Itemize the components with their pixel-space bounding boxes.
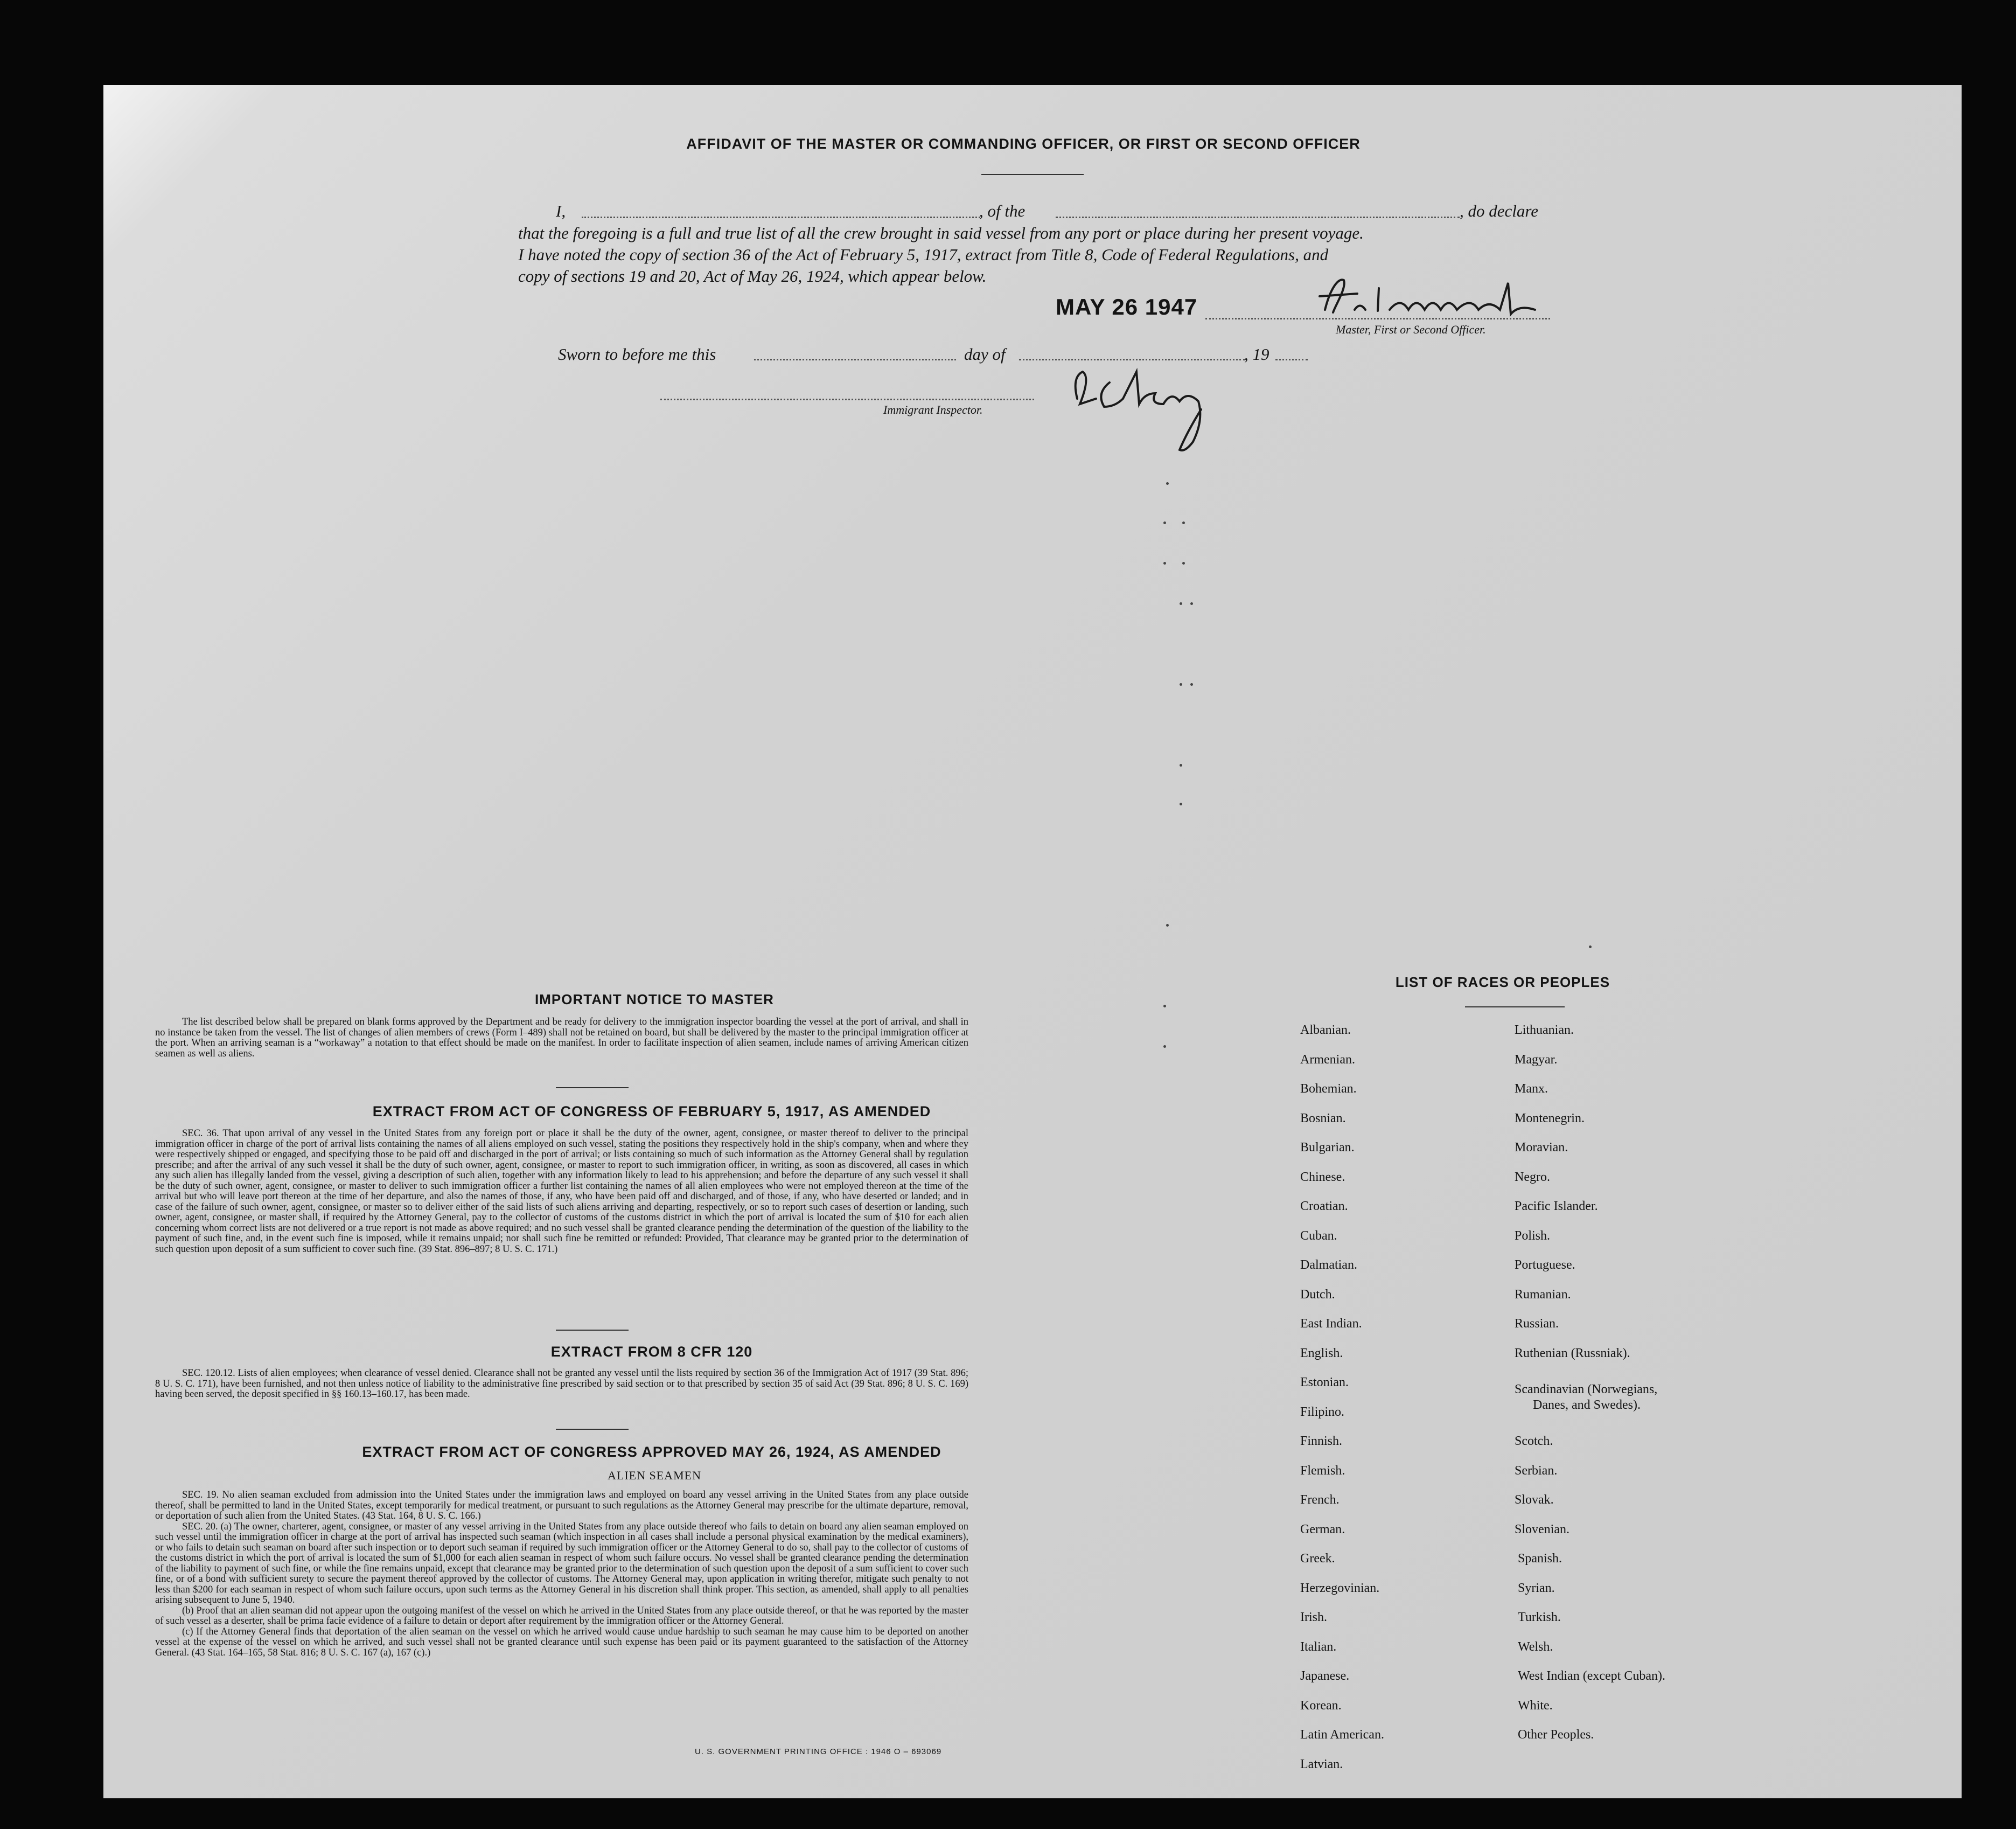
declaration-line-4: copy of sections 19 and 20, Act of May 26, 1924, which appear below. [518, 267, 987, 286]
race-right-item: Russian. [1515, 1317, 1559, 1331]
declaration-i: I, [556, 201, 566, 220]
extract-1917-paragraph: SEC. 36. That upon arrival of any vessel in the United States from any foreign port or place it shall be the duty of the owner, agent, consignee, or master thereof to deliver to the principal immigration officer in charge of the port of arrival lists containing the names of all aliens employed on such vessel, stating the positions they respectively hold in the ship's company, when and where they were respectively shipped or engaged, and specifying those to be paid off and discharged in the port of arrival; or lists containing so much of such information as the Attorney General shall by regulation prescribe; and after the arrival of any such vessel it shall be the duty of such owner, agent, consignee, or master to report to such immigration officer, in writing, as soon as discovered, all cases in which any such alien has illegally landed from the vessel, giving a description of such alien, together with any information likely to lead to his apprehension; and before the departure of any such vessel it shall be the duty of such owner, agent, consignee, or master to deliver to such immigration officer a further list containing the names of all alien employees who were not employed thereon at the time of the arrival but who will leave port thereon at the time of her departure, and also the names of those, if any, who have been paid off and discharged, and of those, if any, who have deserted or landed; and in case of the failure of such owner, agent, consignee, or master so to deliver either of the said lists of such aliens arriving and departing, respectively, or so to report such cases of desertion or landing, such owner, agent, consignee, or master shall, if required by the Attorney General, pay to the collector of customs of the customs district in which the port of arrival is located the sum of $10 for each alien concerning whom correct lists are not delivered or a true report is not made as above required; and no such vessel shall be granted clearance pending the determination of the question of the liability to the payment of such fine, and, in the event such fine is imposed, while it remains unpaid; nor shall such fine be remitted or refunded: Provided, That clearance may be granted prior to the determination of such question upon deposit of a sum sufficient to cover such fine. (39 Stat. 896–897; 8 U. S. C. 171.) [155, 1128, 968, 1255]
race-left-item: Cuban. [1300, 1229, 1337, 1243]
race-right-item: Spanish. [1518, 1552, 1562, 1566]
race-right-item: Syrian. [1518, 1581, 1555, 1595]
extract-1924-title: EXTRACT FROM ACT OF CONGRESS APPROVED MAY 26, 1924, AS AMENDED [362, 1444, 941, 1460]
race-left-item: Herzegovinian. [1300, 1581, 1380, 1595]
print-dot [1182, 562, 1185, 565]
race-right-item: Turkish. [1518, 1610, 1561, 1624]
race-left-item: Latvian. [1300, 1757, 1343, 1771]
race-right-item: Slovenian. [1515, 1522, 1569, 1536]
race-left-item: Filipino. [1300, 1405, 1345, 1419]
title-underline [981, 174, 1084, 175]
sec-20c-paragraph: (c) If the Attorney General finds that deportation of the alien seaman on the vessel on which he arrived would cause undue hardship to such seaman he may cause him to be deported on another vessel at the expense of the vessel on which he arrived, and such vessel shall not be granted clearance until such expense has been paid or its payment guaranteed to the satisfaction of the Attorney General. (43 Stat. 164–165, 58 Stat. 816; 8 U. S. C. 167 (a), 167 (c).) [155, 1626, 968, 1658]
sec-20b-paragraph: (b) Proof that an alien seaman did not appear upon the outgoing manifest of the vessel on which he arrived in the United States from any place outside thereof, or that he was reported by the master of such vessel as a deserter, shall be prima facie evidence of a failure to detain or deport after requirement by the immigration officer or the Attorney General. [155, 1605, 968, 1626]
race-right-item: Welsh. [1518, 1640, 1553, 1654]
races-title-underline [1465, 1006, 1565, 1007]
race-left-item: Armenian. [1300, 1053, 1355, 1067]
date-stamp: MAY 26 1947 [1056, 294, 1198, 319]
declaration-line-2: that the foregoing is a full and true list of all the crew brought in said vessel from any port or place during her present voyage. [518, 224, 1364, 242]
extract-cfr-title: EXTRACT FROM 8 CFR 120 [550, 1344, 753, 1360]
print-dot [1180, 683, 1182, 686]
race-left-item: Latin American. [1300, 1728, 1384, 1742]
print-dot [1190, 602, 1193, 605]
sworn-month-blank [1019, 359, 1245, 360]
print-dot [1182, 521, 1185, 524]
extract-1924-text [155, 1490, 968, 1658]
race-right-item: Manx. [1515, 1082, 1548, 1096]
inspector-signature-line [660, 399, 1034, 400]
race-left-item: French. [1300, 1493, 1340, 1507]
print-dot [1180, 764, 1182, 767]
race-left-item: Albanian. [1300, 1023, 1351, 1037]
race-right-item: West Indian (except Cuban). [1518, 1669, 1665, 1683]
sworn-day-of: day of [964, 345, 1006, 364]
race-left-item: Estonian. [1300, 1375, 1349, 1389]
extract-1917-title: EXTRACT FROM ACT OF CONGRESS OF FEBRUARY 5, 1917, AS AMENDED [372, 1103, 931, 1119]
inspector-caption: Immigrant Inspector. [883, 403, 983, 416]
print-dot [1163, 521, 1166, 524]
print-dot [1166, 924, 1169, 927]
notice-text [155, 1017, 968, 1059]
race-left-item: Bohemian. [1300, 1082, 1357, 1096]
print-dot [1180, 803, 1182, 805]
race-left-item: Bosnian. [1300, 1111, 1346, 1125]
inspector-signature [1064, 361, 1231, 455]
race-left-item: Dutch. [1300, 1288, 1335, 1302]
extract-1917-text [155, 1129, 968, 1255]
sworn-text: Sworn to before me this [558, 345, 716, 364]
race-left-item: Greek. [1300, 1552, 1335, 1566]
race-left-item: Croatian. [1300, 1199, 1348, 1213]
race-right-item: Serbian. [1515, 1464, 1558, 1478]
race-right-item: Slovak. [1515, 1493, 1554, 1507]
affidavit-title: AFFIDAVIT OF THE MASTER OR COMMANDING OFFICER, OR FIRST OR SECOND OFFICER [686, 136, 1361, 152]
race-left-item: Italian. [1300, 1640, 1337, 1654]
vessel-blank [1056, 217, 1460, 218]
divider [556, 1087, 629, 1088]
extract-cfr-paragraph: SEC. 120.12. Lists of alien employees; when clearance of vessel denied. Clearance shall not be granted any vessel until the lists required by section 36 of the Immigration Act of 1917 (39 Stat. 896; 8 U. S. C. 171), have been furnished, and not then unless notice of liability to the administrative fine prescribed by said section or to that prescribed by section 35 of said Act (39 Stat. 896; 8 U. S. C. 169) having been served, the deposit specified in §§ 160.13–160.17, has been made. [155, 1368, 968, 1400]
print-dot [1163, 562, 1166, 565]
race-left-item: Bulgarian. [1300, 1140, 1355, 1155]
master-signature [1314, 272, 1562, 323]
race-right-item: Pacific Islander. [1515, 1199, 1598, 1213]
race-left-item: Finnish. [1300, 1434, 1343, 1448]
race-right-item: Magyar. [1515, 1053, 1558, 1067]
race-left-item: English. [1300, 1346, 1343, 1360]
notice-paragraph: The list described below shall be prepared on blank forms approved by the Department and be ready for delivery to the immigration inspector boarding the vessel at the port of arrival, and shall in no instance be taken from the vessel. The list of changes of alien members of crews (Form I–489) shall not be retained on board, but shall be delivered by the master to the principal immigration officer at the port. When an arriving seaman is a “workaway” a notation to that effect should be made on the manifest. In order to facilitate inspection of alien seamen, include names of arriving American citizen seamen as well as aliens. [155, 1017, 968, 1059]
race-right-item: Scotch. [1515, 1434, 1553, 1448]
divider [556, 1330, 629, 1331]
declaration-line-3: I have noted the copy of section 36 of the Act of February 5, 1917, extract from Title 8, Code of Federal Regulations, and [518, 245, 1329, 264]
print-dot [1190, 683, 1193, 686]
print-dot [1163, 1045, 1166, 1048]
race-right-item: White. [1518, 1699, 1553, 1713]
declaration-of-the: , of the [979, 201, 1026, 220]
sworn-year: , 19 [1244, 345, 1269, 364]
race-right-item: Other Peoples. [1518, 1728, 1594, 1742]
race-right-item: Moravian. [1515, 1140, 1568, 1155]
race-right-item: Montenegrin. [1515, 1111, 1585, 1125]
printing-office-footer: U. S. GOVERNMENT PRINTING OFFICE : 1946 O – 693069 [695, 1747, 942, 1756]
race-left-item: Dalmatian. [1300, 1258, 1357, 1272]
race-right-item: Danes, and Swedes). [1533, 1398, 1641, 1412]
race-right-item: Portuguese. [1515, 1258, 1575, 1272]
master-caption: Master, First or Second Officer. [1336, 323, 1486, 336]
race-left-item: East Indian. [1300, 1317, 1362, 1331]
alien-seamen-subtitle: ALIEN SEAMEN [608, 1469, 701, 1482]
print-dot [1589, 945, 1592, 948]
sworn-day-blank [754, 359, 956, 360]
print-dot [1163, 1005, 1166, 1007]
race-left-item: Japanese. [1300, 1669, 1350, 1683]
sworn-year-blank [1275, 359, 1308, 360]
race-right-item: Negro. [1515, 1170, 1550, 1184]
notice-title: IMPORTANT NOTICE TO MASTER [535, 991, 774, 1007]
race-left-item: Korean. [1300, 1699, 1342, 1713]
print-dot [1166, 482, 1169, 485]
race-left-item: Flemish. [1300, 1464, 1345, 1478]
race-right-item: Lithuanian. [1515, 1023, 1574, 1037]
race-right-item: Scandinavian (Norwegians, [1515, 1382, 1658, 1396]
print-dot [1180, 602, 1182, 605]
extract-cfr-text [155, 1368, 968, 1400]
race-left-item: Chinese. [1300, 1170, 1345, 1184]
sec-20a-paragraph: SEC. 20. (a) The owner, charterer, agent, consignee, or master of any vessel arriving in the United States from any place outside thereof who fails to detain on board any alien seaman employed on such vessel until the immigration officer in charge at the port of arrival has inspected such seaman (which inspection in all cases shall include a personal physical examination by the medical examiners), or who fails to detain such seaman on board after such inspection or to deport such seaman if required by such immigration officer or the Attorney General to do so, shall pay to the collector of customs of the customs district in which the port of arrival is located the sum of $1,000 for each alien seaman in respect of whom such failure occurs. No vessel shall be granted clearance pending the determination of the liability to payment of such fine, or while the fine remains unpaid, except that clearance may be granted prior to the determination of such question upon the deposit of a sum sufficient to cover such fine, or of a bond with sufficient surety to secure the payment thereof approved by the collector of customs. The Attorney General may, upon application in writing therefor, mitigate such penalty to not less than $200 for each seaman in respect of whom such failure occurs, upon such terms as the Attorney General in his discretion shall think proper. This section, as amended, shall apply to all penalties arising subsequent to June 5, 1940. [155, 1521, 968, 1605]
declaration-do-declare: , do declare [1460, 201, 1539, 220]
race-right-item: Polish. [1515, 1229, 1551, 1243]
sec-19-paragraph: SEC. 19. No alien seaman excluded from admission into the United States under the immigration laws and employed on board any vessel arriving in the United States from any place outside thereof, shall be permitted to land in the United States, except temporarily for medical treatment, or pursuant to such regulations as the Attorney General may prescribe for the ultimate departure, removal, or deportation of such alien from the United States. (43 Stat. 164, 8 U. S. C. 166.) [155, 1490, 968, 1521]
race-right-item: Ruthenian (Russniak). [1515, 1346, 1630, 1360]
race-left-item: German. [1300, 1522, 1345, 1536]
divider [556, 1429, 629, 1430]
name-blank [582, 217, 980, 218]
race-right-item: Rumanian. [1515, 1288, 1571, 1302]
race-left-item: Irish. [1300, 1610, 1327, 1624]
races-title: LIST OF RACES OR PEOPLES [1395, 974, 1610, 990]
